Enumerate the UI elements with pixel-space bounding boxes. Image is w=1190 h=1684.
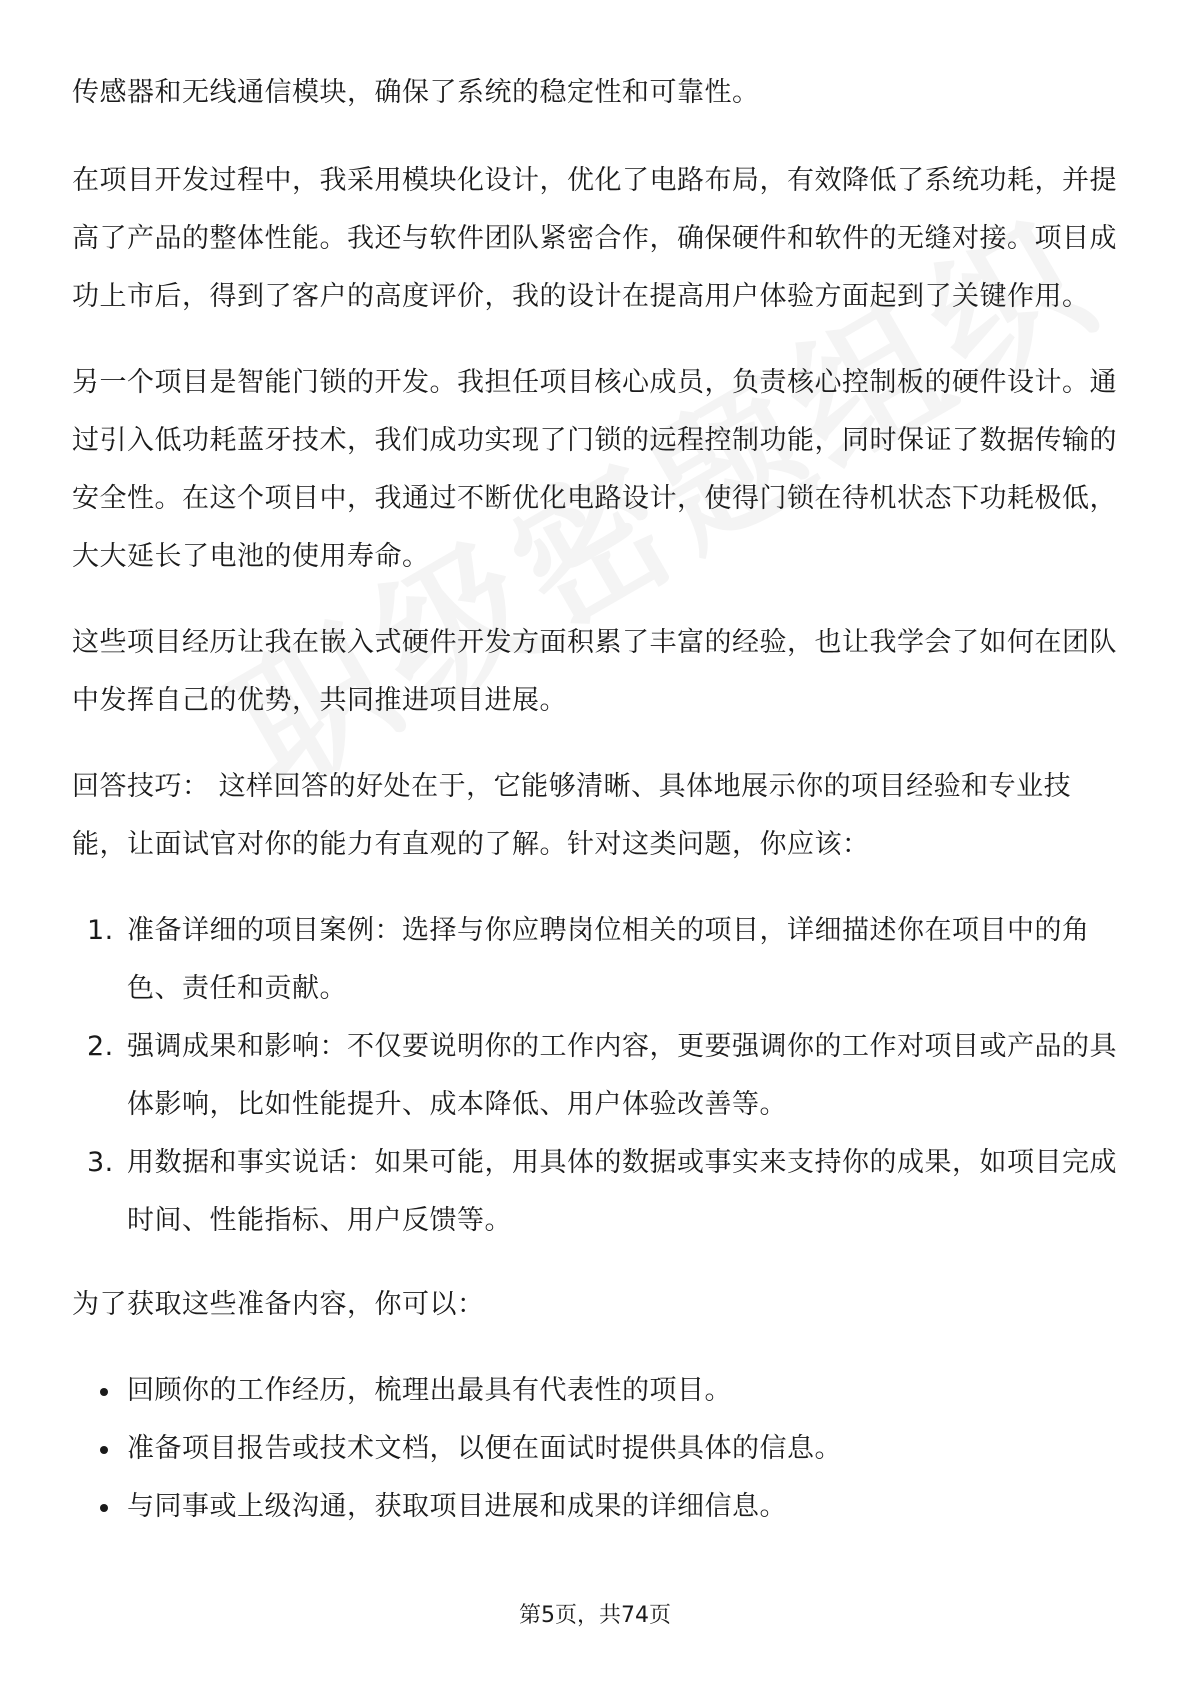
paragraph-2: 在项目开发过程中，我采用模块化设计，优化了电路布局，有效降低了系统功耗，并提高了产品的整体性能。我还与软件团队紧密合作，确保硬件和软件的无缝对接。项目成功上市后，得到了客户的高度评价，我的设计在提高用户体验方面起到了关键作用。 — [72, 165, 1117, 312]
list-item-text: 准备项目报告或技术文档，以便在面试时提供具体的信息。 — [127, 1433, 842, 1464]
list-item — [72, 1362, 1122, 1420]
list-item — [72, 902, 1122, 1018]
page-number-footer: 第5页，共74页 — [519, 1603, 671, 1628]
list-item-text: 回顾你的工作经历，梳理出最具有代表性的项目。 — [127, 1375, 732, 1406]
tips-numbered-list — [72, 902, 1122, 1250]
list-item — [72, 1420, 1122, 1478]
list-item-text: 用数据和事实说话：如果可能，用具体的数据或事实来支持你的成果，如项目完成时间、性能指标、用户反馈等。 — [127, 1147, 1117, 1236]
prep-bullet-list — [72, 1362, 1122, 1536]
list-number: 1. — [87, 915, 114, 946]
answer-tips-paragraph: 回答技巧： 这样回答的好处在于，它能够清晰、具体地展示你的项目经验和专业技能，让面试官对你的能力有直观的了解。针对这类问题，你应该： — [72, 771, 1072, 860]
paragraph-4: 这些项目经历让我在嵌入式硬件开发方面积累了丰富的经验，也让我学会了如何在团队中发挥自己的优势，共同推进项目进展。 — [72, 627, 1117, 716]
paragraph-3: 另一个项目是智能门锁的开发。我担任项目核心成员，负责核心控制板的硬件设计。通过引入低功耗蓝牙技术，我们成功实现了门锁的远程控制功能，同时保证了数据传输的安全性。在这个项目中，我通过不断优化电路设计，使得门锁在待机状态下功耗极低，大大延长了电池的使用寿命。 — [72, 367, 1117, 572]
list-item-text: 与同事或上级沟通，获取项目进展和成果的详细信息。 — [127, 1491, 787, 1522]
list-number: 2. — [87, 1031, 114, 1062]
bullet-icon — [100, 1446, 108, 1454]
list-item — [72, 1478, 1122, 1536]
document-body — [72, 64, 1122, 1536]
bullet-icon — [100, 1388, 108, 1396]
paragraph-1: 传感器和无线通信模块，确保了系统的稳定性和可靠性。 — [72, 77, 760, 108]
list-item — [72, 1134, 1122, 1250]
list-item-text: 强调成果和影响：不仅要说明你的工作内容，更要强调你的工作对项目或产品的具体影响，比如性能提升、成本降低、用户体验改善等。 — [127, 1031, 1117, 1120]
list-item — [72, 1018, 1122, 1134]
bullet-icon — [100, 1504, 108, 1512]
prep-intro-paragraph: 为了获取这些准备内容，你可以： — [72, 1289, 485, 1320]
list-item-text: 准备详细的项目案例：选择与你应聘岗位相关的项目，详细描述你在项目中的角色、责任和贡献。 — [127, 915, 1090, 1004]
list-number: 3. — [87, 1147, 114, 1178]
